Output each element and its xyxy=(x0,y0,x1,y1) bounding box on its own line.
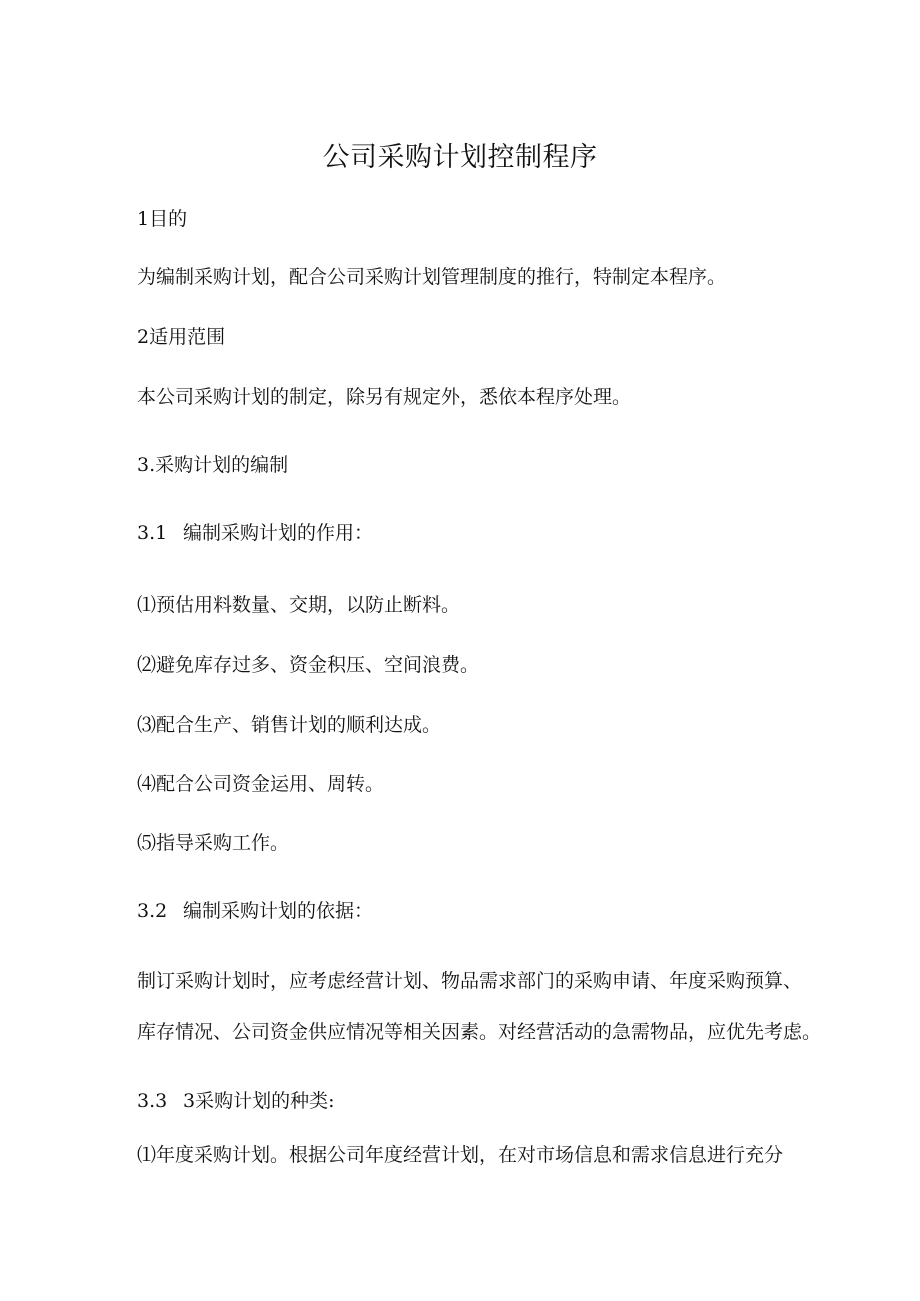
list-item: ⑵避免库存过多、资金积压、空间浪费。 xyxy=(137,654,480,676)
list-item: ⑴预估用料数量、交期，以防止断料。 xyxy=(137,594,461,616)
section-2-text: 本公司采购计划的制定，除另有规定外，悉依本程序处理。 xyxy=(137,386,632,408)
list-item: ⑶配合生产、销售计划的顺利达成。 xyxy=(137,714,442,736)
section-3-2-heading xyxy=(137,897,373,925)
section-3-2-paragraph-line-1: 制订采购计划时，应考虑经营计划、物品需求部门的采购申请、年度采购预算、 xyxy=(137,970,803,992)
document-title: 公司采购计划控制程序 xyxy=(322,142,598,173)
list-item: ⑷配合公司资金运用、周转。 xyxy=(137,773,385,795)
section-number: 3.2 xyxy=(137,900,168,922)
section-number: 3.3 xyxy=(137,1090,168,1112)
list-item: ⑴年度采购计划。根据公司年度经营计划，在对市场信息和需求信息进行充分 xyxy=(137,1144,784,1166)
section-3-heading: 3.采购计划的编制 xyxy=(137,454,289,476)
section-3-2-paragraph-line-2: 库存情况、公司资金供应情况等相关因素。对经营活动的急需物品，应优先考虑。 xyxy=(137,1021,822,1043)
section-1-heading: 1目的 xyxy=(137,208,188,230)
section-title: 编制采购计划的依据： xyxy=(183,900,374,922)
section-number: 3.1 xyxy=(137,522,168,544)
section-3-1-heading xyxy=(137,519,373,547)
section-3-3-heading xyxy=(137,1087,335,1115)
section-2-heading: 2适用范围 xyxy=(137,326,226,348)
section-title: 3采购计划的种类: xyxy=(183,1090,335,1112)
list-item: ⑸指导采购工作。 xyxy=(137,832,290,854)
section-1-text: 为编制采购计划，配合公司采购计划管理制度的推行，特制定本程序。 xyxy=(137,266,727,288)
section-title: 编制采购计划的作用： xyxy=(183,522,374,544)
